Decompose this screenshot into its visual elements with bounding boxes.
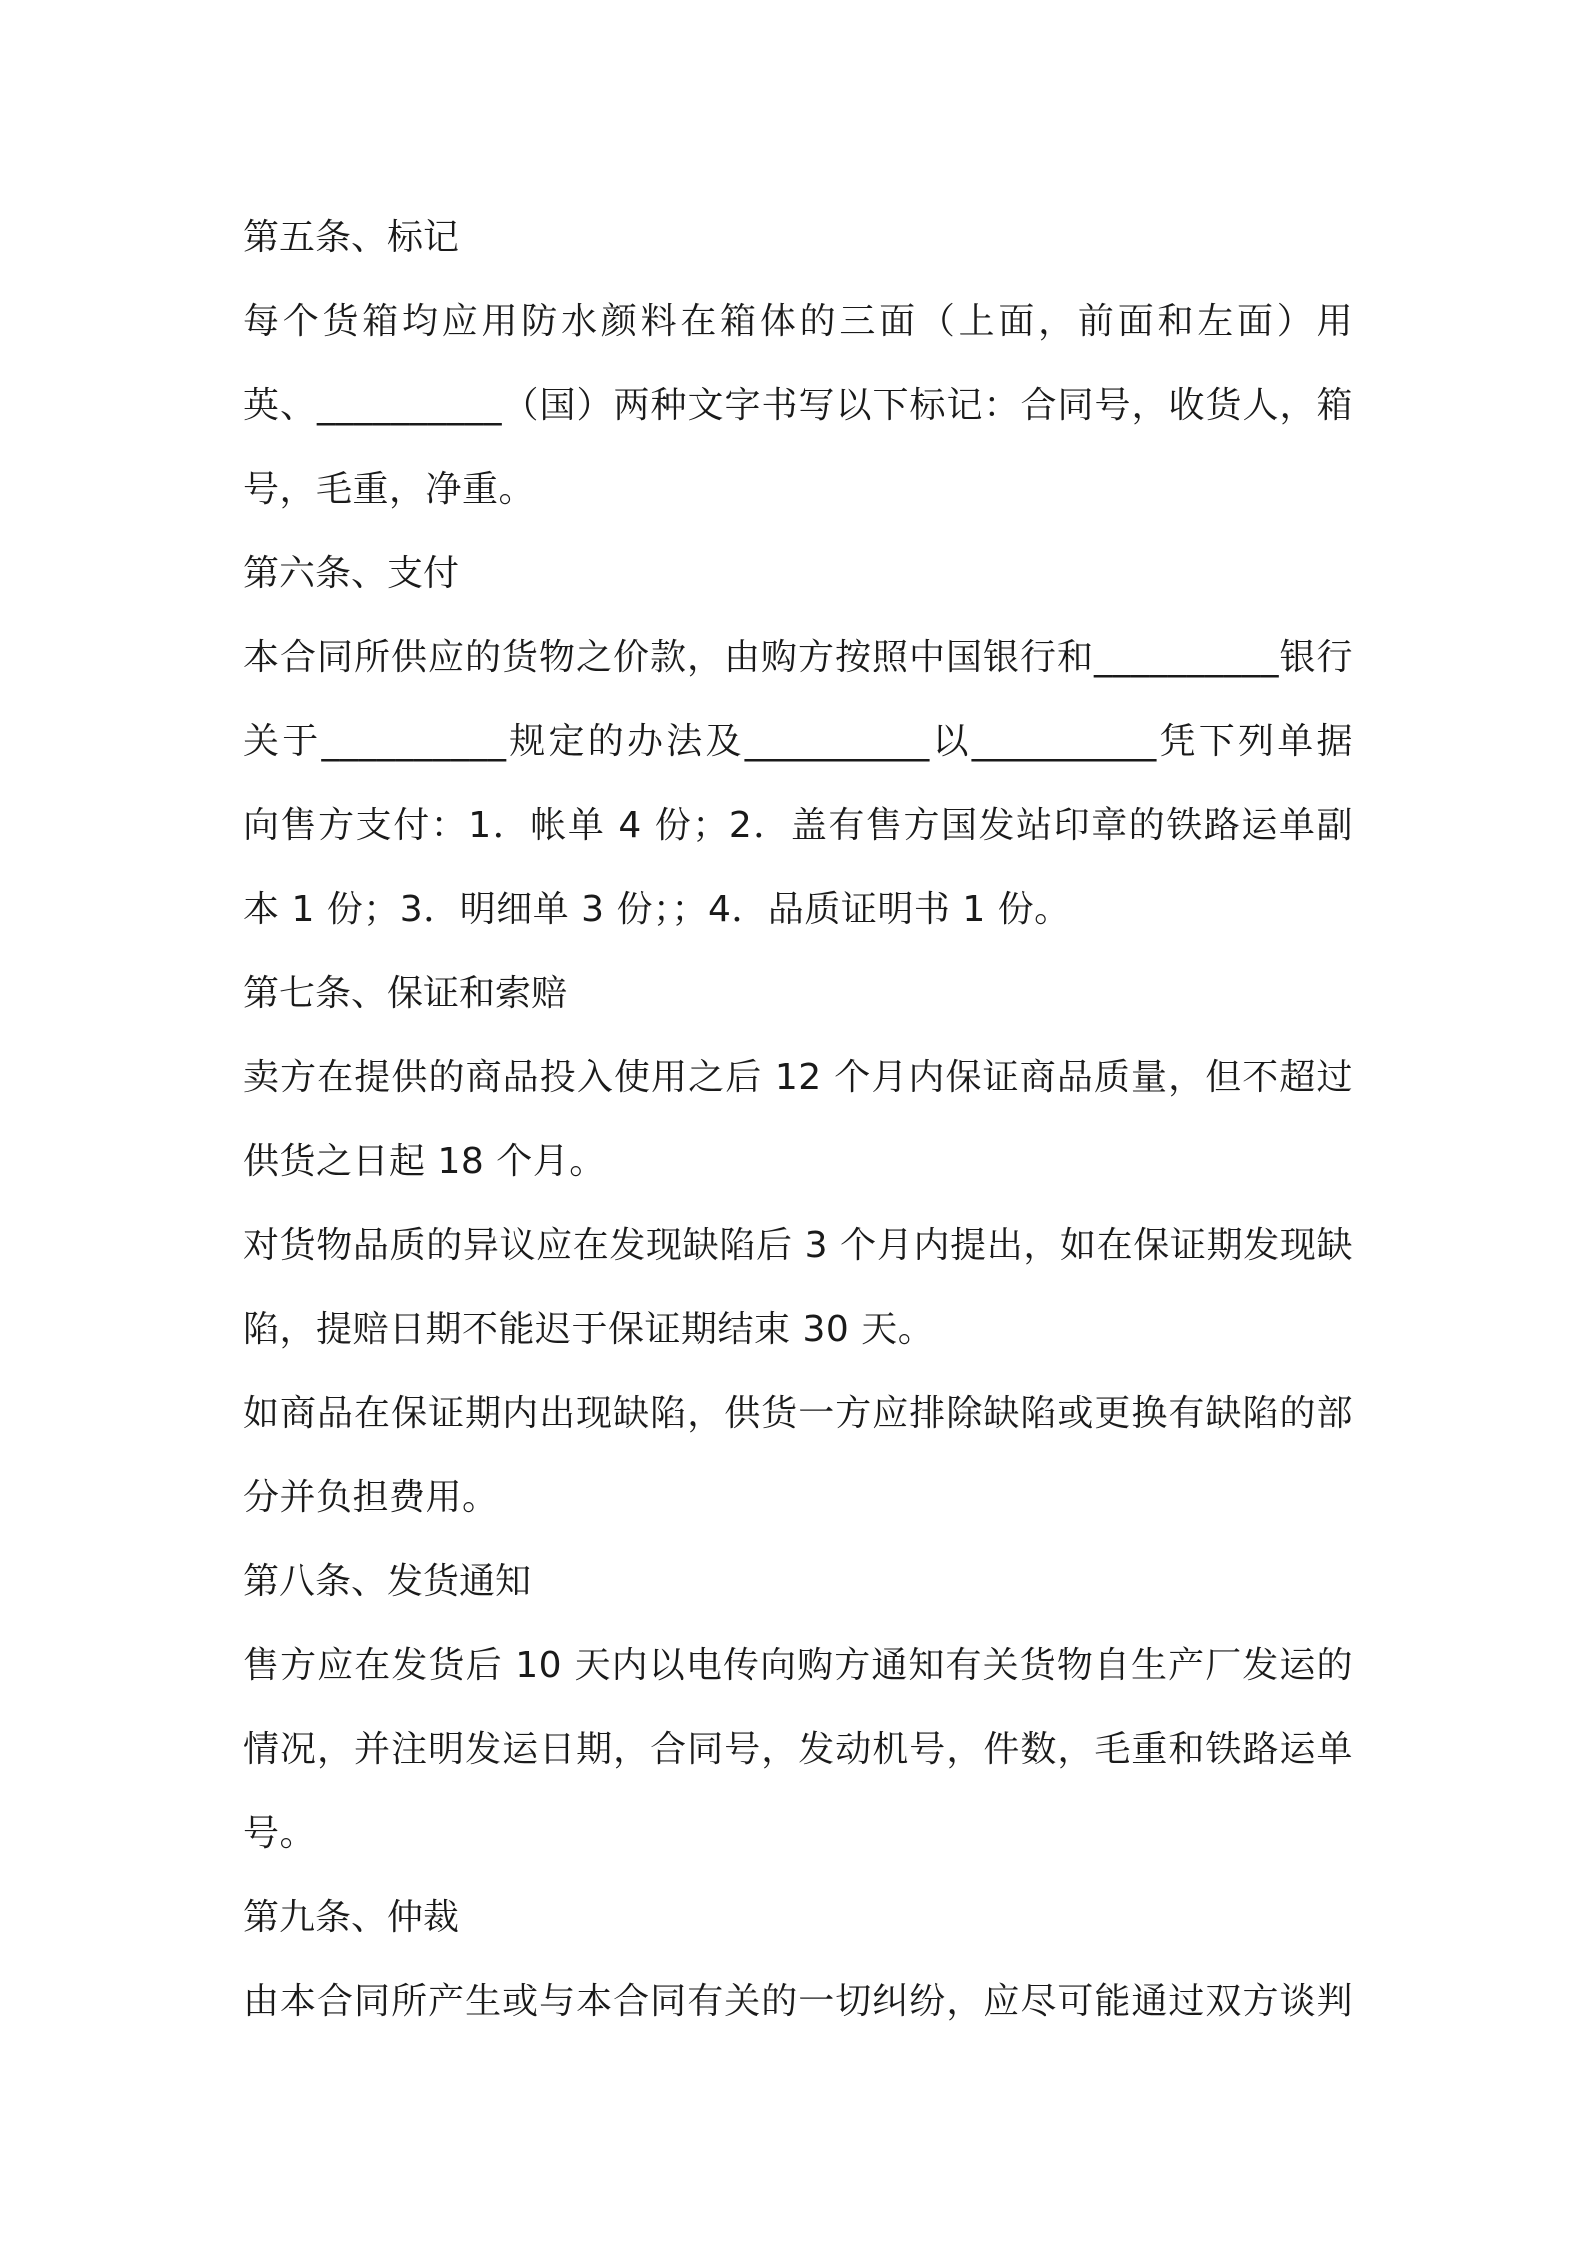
text-line: 供货之日起 18 个月。 (243, 1141, 606, 1182)
section-9-heading: 第九条、仲裁 (243, 1897, 460, 1938)
section-5-heading: 第五条、标记 (243, 217, 460, 258)
text-line: 卖方在提供的商品投入使用之后 12 个月内保证商品质量，但不超过 (243, 1057, 1353, 1098)
section-9-body (243, 1960, 1353, 2044)
text-line: 每个货箱均应用防水颜料在箱体的三面（上面，前面和左面）用 (243, 301, 1353, 342)
text-line: 陷，提赔日期不能迟于保证期结束 30 天。 (243, 1309, 935, 1350)
text-line: 情况，并注明发运日期，合同号，发动机号，件数，毛重和铁路运单 (243, 1729, 1353, 1770)
section-7-heading: 第七条、保证和索赔 (243, 973, 568, 1014)
section-6-body (243, 616, 1353, 952)
text-line: 对货物品质的异议应在发现缺陷后 3 个月内提出，如在保证期发现缺 (243, 1225, 1353, 1266)
section-8-heading: 第八条、发货通知 (243, 1561, 532, 1602)
section-6-heading: 第六条、支付 (243, 553, 460, 594)
text-line: 英、__________（国）两种文字书写以下标记：合同号，收货人，箱 (243, 385, 1353, 426)
text-line: 售方应在发货后 10 天内以电传向购方通知有关货物自生产厂发运的 (243, 1645, 1353, 1686)
section-8-body (243, 1624, 1353, 1876)
text-line: 号，毛重，净重。 (243, 469, 536, 510)
section-7-paragraph-3 (243, 1372, 1353, 1540)
contract-page (243, 196, 1353, 2044)
text-line: 关于__________规定的办法及__________以__________凭下列单据 (243, 721, 1353, 762)
text-line: 本合同所供应的货物之价款，由购方按照中国银行和__________银行 (243, 637, 1353, 678)
section-7-paragraph-2 (243, 1204, 1353, 1372)
text-line: 号。 (243, 1813, 317, 1854)
text-line: 分并负担费用。 (243, 1477, 499, 1518)
text-line: 如商品在保证期内出现缺陷，供货一方应排除缺陷或更换有缺陷的部 (243, 1393, 1353, 1434)
section-5-body (243, 280, 1353, 532)
text-line: 由本合同所产生或与本合同有关的一切纠纷，应尽可能通过双方谈判 (243, 1981, 1353, 2022)
text-line: 向售方支付：1．帐单 4 份；2．盖有售方国发站印章的铁路运单副 (243, 805, 1353, 846)
text-line: 本 1 份；3．明细单 3 份；；4．品质证明书 1 份。 (243, 889, 1071, 930)
section-7-paragraph-1 (243, 1036, 1353, 1204)
